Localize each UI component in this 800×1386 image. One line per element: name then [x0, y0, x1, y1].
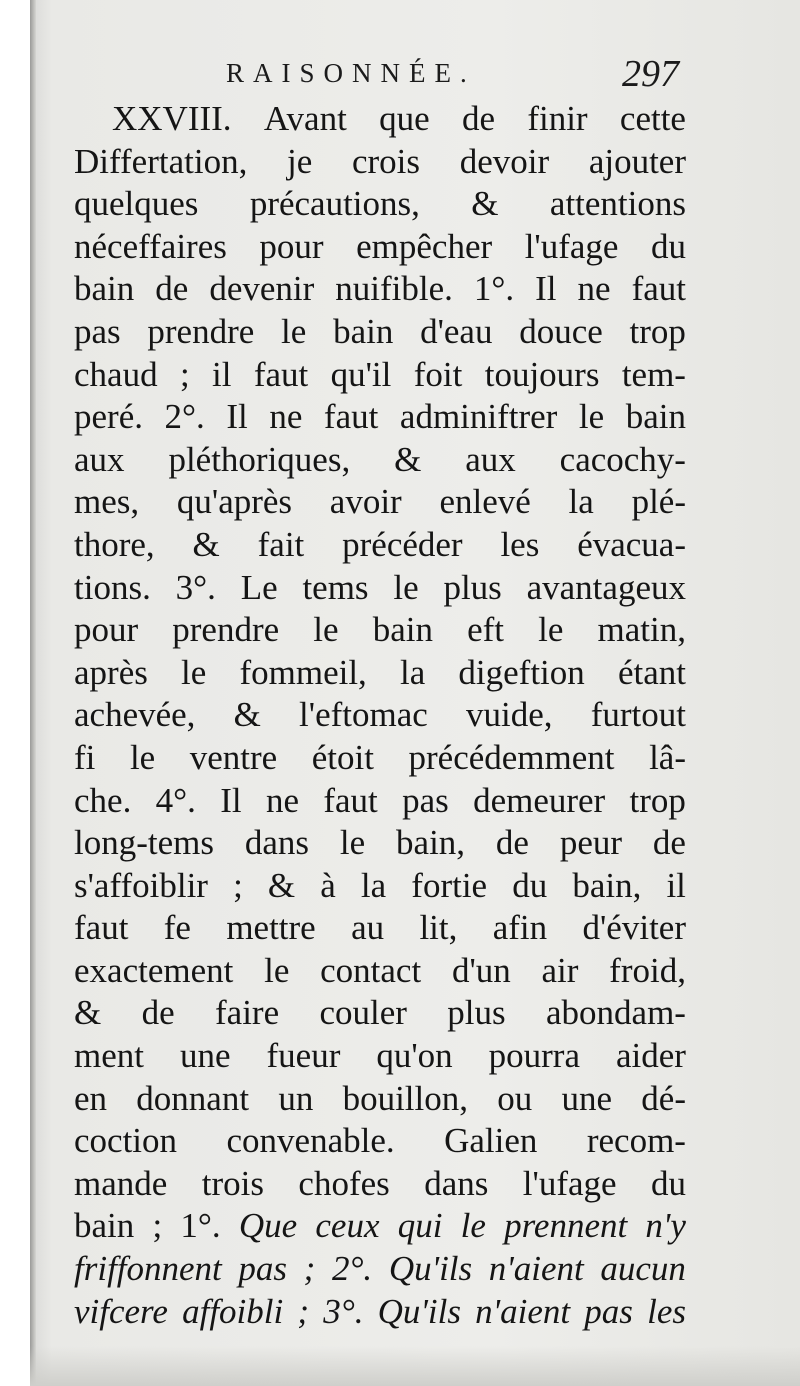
- text-line: aux pléthoriques, & aux cacochy-: [74, 439, 686, 479]
- text-line: fi le ventre étoit précédemment lâ-: [74, 737, 686, 777]
- text-line-italic: vifcere affoibli ; 3°. Qu'ils n'aient pas les: [74, 1291, 686, 1331]
- text-line: Differtation, je crois devoir ajouter: [74, 141, 686, 181]
- body-text: [74, 98, 686, 1333]
- text-line: tions. 3°. Le tems le plus avantageux: [74, 567, 686, 607]
- text-line: & de faire couler plus abondam-: [74, 993, 686, 1033]
- text-line: XXVIII. Avant que de finir cette: [112, 99, 686, 138]
- text-line: long-tems dans le bain, de peur de: [74, 823, 686, 863]
- text-line: peré. 2°. Il ne faut adminiftrer le bain: [74, 397, 686, 437]
- text-line-italic: friffonnent pas ; 2°. Qu'ils n'aient aucun: [74, 1249, 686, 1289]
- text-line: coction convenable. Galien recom-: [74, 1121, 686, 1161]
- text-line: quelques précautions, & attentions: [74, 184, 686, 224]
- page-number: 297: [622, 53, 679, 95]
- text-line: bain de devenir nuifible. 1°. Il ne faut: [74, 269, 686, 309]
- page-bottom-shading: [30, 1346, 800, 1386]
- text-line: mande trois chofes dans l'ufage du: [74, 1163, 686, 1203]
- text-line: pour prendre le bain eft le matin,: [74, 610, 686, 650]
- text-line: après le fommeil, la digeftion étant: [74, 652, 686, 692]
- page-header: [0, 50, 800, 102]
- text-line: s'affoiblir ; & à la fortie du bain, il: [74, 865, 686, 905]
- text-line-italic: bain ; 1°. Que ceux qui le prennent n'y: [74, 1206, 686, 1246]
- text-line: néceffaires pour empêcher l'ufage du: [74, 226, 686, 266]
- page-gutter-shadow: [30, 0, 36, 1386]
- text-line: thore, & fait précéder les évacua-: [74, 524, 686, 564]
- text-line: achevée, & l'eftomac vuide, furtout: [74, 695, 686, 735]
- text-line: exactement le contact d'un air froid,: [74, 950, 686, 990]
- text-line: faut fe mettre au lit, afin d'éviter: [74, 908, 686, 948]
- text-line: mes, qu'après avoir enlevé la plé-: [74, 482, 686, 522]
- text-line: che. 4°. Il ne faut pas demeurer trop: [74, 780, 686, 820]
- running-head: RAISONNÉE.: [226, 58, 476, 88]
- text-line: ment une fueur qu'on pourra aider: [74, 1036, 686, 1076]
- text-line: chaud ; il faut qu'il foit toujours tem-: [74, 354, 686, 394]
- text-line: pas prendre le bain d'eau douce trop: [74, 311, 686, 351]
- text-line: en donnant un bouillon, ou une dé-: [74, 1078, 686, 1118]
